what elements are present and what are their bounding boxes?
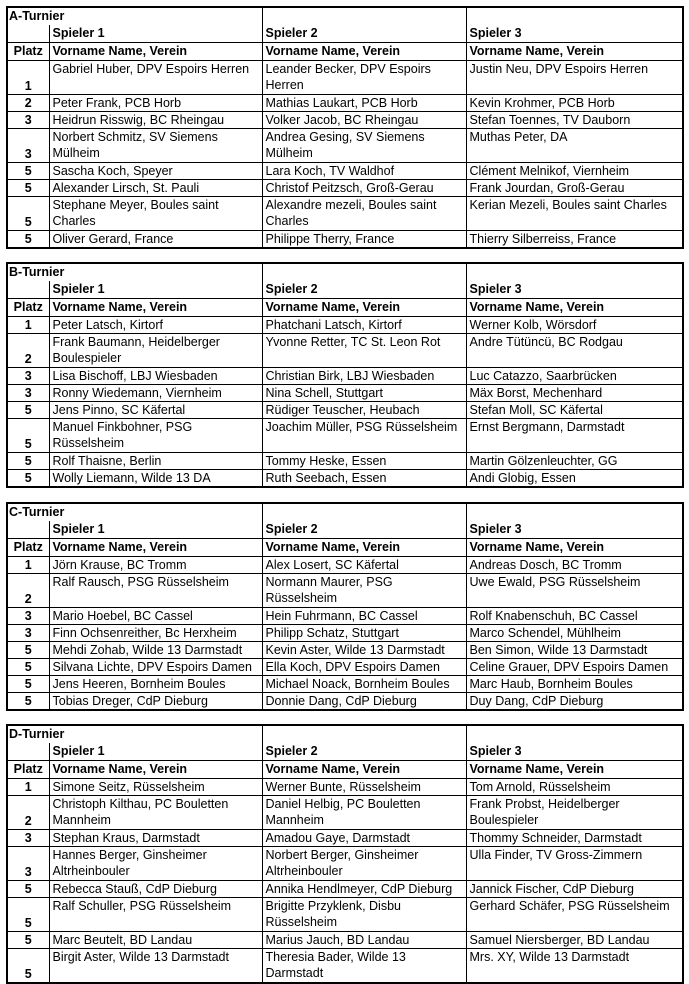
place-cell: 5 [8,693,49,710]
table-row [8,334,682,368]
column-subheader: Vorname Name, Verein [49,299,262,317]
platz-header: Platz [8,761,49,779]
column-subheader: Vorname Name, Verein [49,43,262,61]
player-1-header: Spieler 1 [49,281,262,299]
player-2-cell: Christof Peitzsch, Groß-Gerau [262,180,466,197]
tournament-table-c [6,502,684,711]
table-row [8,419,682,453]
table-row [8,453,682,470]
table-row [8,659,682,676]
player-3-header: Spieler 3 [466,521,682,539]
player-1-cell: Jens Pinno, SC Käfertal [49,402,262,419]
player-3-cell: Andi Globig, Essen [466,470,682,487]
table-row [8,129,682,163]
place-cell: 1 [8,61,49,95]
player-2-header: Spieler 2 [262,743,466,761]
player-3-cell: Duy Dang, CdP Dieburg [466,693,682,710]
place-cell: 5 [8,932,49,949]
column-subheader: Vorname Name, Verein [466,539,682,557]
place-cell: 5 [8,881,49,898]
column-subheader: Vorname Name, Verein [466,43,682,61]
player-1-cell: Ralf Schuller, PSG Rüsselsheim [49,898,262,932]
place-cell: 5 [8,163,49,180]
place-cell: 5 [8,642,49,659]
player-2-cell: Nina Schell, Stuttgart [262,385,466,402]
player-1-cell: Peter Latsch, Kirtorf [49,317,262,334]
player-3-header: Spieler 3 [466,743,682,761]
player-2-cell: Theresia Bader, Wilde 13 Darmstadt [262,949,466,983]
results-table [8,504,682,709]
player-2-cell: Alexandre mezeli, Boules saint Charles [262,197,466,231]
player-2-cell: Michael Noack, Bornheim Boules [262,676,466,693]
player-2-cell: Leander Becker, DPV Espoirs Herren [262,61,466,95]
player-1-cell: Finn Ochsenreither, Bc Herxheim [49,625,262,642]
table-row [8,317,682,334]
platz-header: Platz [8,539,49,557]
player-1-cell: Tobias Dreger, CdP Dieburg [49,693,262,710]
place-cell: 5 [8,659,49,676]
player-2-cell: Marius Jauch, BD Landau [262,932,466,949]
table-row [8,949,682,983]
player-2-cell: Brigitte Przyklenk, Disbu Rüsselsheim [262,898,466,932]
player-1-cell: Marc Beutelt, BD Landau [49,932,262,949]
player-2-cell: Volker Jacob, BC Rheingau [262,112,466,129]
table-row [8,95,682,112]
player-1-cell: Heidrun Risswig, BC Rheingau [49,112,262,129]
player-3-header: Spieler 3 [466,25,682,43]
table-row [8,642,682,659]
player-3-cell: Werner Kolb, Wörsdorf [466,317,682,334]
place-cell: 3 [8,368,49,385]
table-row [8,180,682,197]
player-group-row [8,743,682,761]
player-3-cell: Uwe Ewald, PSG Rüsselsheim [466,574,682,608]
table-row [8,470,682,487]
tournament-title: C-Turnier [9,505,65,519]
player-3-cell: Andreas Dosch, BC Tromm [466,557,682,574]
player-1-cell: Stephane Meyer, Boules saint Charles [49,197,262,231]
player-1-cell: Frank Baumann, Heidelberger Boulespieler [49,334,262,368]
place-cell: 5 [8,231,49,248]
table-row [8,574,682,608]
player-3-cell: Kevin Krohmer, PCB Horb [466,95,682,112]
table-row [8,368,682,385]
column-subheader: Vorname Name, Verein [49,539,262,557]
player-group-row [8,521,682,539]
player-1-header: Spieler 1 [49,743,262,761]
table-row [8,796,682,830]
player-1-cell: Ronny Wiedemann, Viernheim [49,385,262,402]
tournament-title: A-Turnier [9,9,65,23]
player-2-cell: Yvonne Retter, TC St. Leon Rot [262,334,466,368]
player-3-cell: Mrs. XY, Wilde 13 Darmstadt [466,949,682,983]
table-row [8,847,682,881]
table-row [8,625,682,642]
player-2-header: Spieler 2 [262,521,466,539]
player-2-cell: Tommy Heske, Essen [262,453,466,470]
player-1-cell: Sascha Koch, Speyer [49,163,262,180]
place-cell: 5 [8,419,49,453]
player-1-cell: Hannes Berger, Ginsheimer Altrheinbouler [49,847,262,881]
player-3-cell: Kerian Mezeli, Boules saint Charles [466,197,682,231]
table-row [8,61,682,95]
column-subheader: Vorname Name, Verein [262,761,466,779]
player-1-cell: Mehdi Zohab, Wilde 13 Darmstadt [49,642,262,659]
table-row [8,898,682,932]
player-3-cell: Tom Arnold, Rüsselsheim [466,779,682,796]
table-row [8,385,682,402]
player-3-cell: Jannick Fischer, CdP Dieburg [466,881,682,898]
player-group-row [8,281,682,299]
results-table [8,8,682,247]
player-2-header: Spieler 2 [262,281,466,299]
player-3-cell: Ernst Bergmann, Darmstadt [466,419,682,453]
column-header-row [8,761,682,779]
player-3-cell: Marco Schendel, Mühlheim [466,625,682,642]
player-3-cell: Stefan Moll, SC Käfertal [466,402,682,419]
player-1-cell: Rolf Thaisne, Berlin [49,453,262,470]
player-1-header: Spieler 1 [49,521,262,539]
place-cell: 1 [8,557,49,574]
title-row [8,504,682,521]
table-row [8,557,682,574]
player-1-cell: Jörn Krause, BC Tromm [49,557,262,574]
player-3-cell: Stefan Toennes, TV Dauborn [466,112,682,129]
table-row [8,932,682,949]
tournament-title: B-Turnier [9,265,65,279]
player-1-cell: Silvana Lichte, DPV Espoirs Damen [49,659,262,676]
place-cell: 2 [8,334,49,368]
table-row [8,693,682,710]
player-2-cell: Christian Birk, LBJ Wiesbaden [262,368,466,385]
table-row [8,163,682,180]
player-2-cell: Kevin Aster, Wilde 13 Darmstadt [262,642,466,659]
player-2-cell: Rüdiger Teuscher, Heubach [262,402,466,419]
place-cell: 2 [8,574,49,608]
column-header-row [8,299,682,317]
title-row [8,726,682,743]
player-1-cell: Mario Hoebel, BC Cassel [49,608,262,625]
player-3-cell: Muthas Peter, DA [466,129,682,163]
player-3-cell: Ben Simon, Wilde 13 Darmstadt [466,642,682,659]
place-cell: 5 [8,676,49,693]
player-2-cell: Hein Fuhrmann, BC Cassel [262,608,466,625]
player-1-cell: Peter Frank, PCB Horb [49,95,262,112]
tournament-table-d [6,724,684,984]
player-3-cell: Celine Grauer, DPV Espoirs Damen [466,659,682,676]
title-row [8,264,682,281]
table-row [8,881,682,898]
place-cell: 2 [8,796,49,830]
player-1-cell: Rebecca Stauß, CdP Dieburg [49,881,262,898]
player-3-cell: Rolf Knabenschuh, BC Cassel [466,608,682,625]
place-cell: 5 [8,402,49,419]
player-2-cell: Ella Koch, DPV Espoirs Damen [262,659,466,676]
results-table [8,264,682,486]
column-subheader: Vorname Name, Verein [466,761,682,779]
place-cell: 5 [8,949,49,983]
column-header-row [8,43,682,61]
tournament-table-a [6,6,684,249]
column-subheader: Vorname Name, Verein [466,299,682,317]
table-row [8,676,682,693]
player-2-cell: Philippe Therry, France [262,231,466,248]
player-2-cell: Phatchani Latsch, Kirtorf [262,317,466,334]
place-cell: 3 [8,608,49,625]
player-2-cell: Daniel Helbig, PC Bouletten Mannheim [262,796,466,830]
title-row [8,8,682,25]
table-row [8,402,682,419]
table-row [8,779,682,796]
player-2-cell: Mathias Laukart, PCB Horb [262,95,466,112]
player-1-cell: Wolly Liemann, Wilde 13 DA [49,470,262,487]
player-2-cell: Annika Hendlmeyer, CdP Dieburg [262,881,466,898]
tournament-table-b [6,262,684,488]
player-3-cell: Thierry Silberreiss, France [466,231,682,248]
player-2-cell: Norbert Berger, Ginsheimer Altrheinbouler [262,847,466,881]
player-1-cell: Alexander Lirsch, St. Pauli [49,180,262,197]
column-subheader: Vorname Name, Verein [262,43,466,61]
player-3-cell: Justin Neu, DPV Espoirs Herren [466,61,682,95]
place-cell: 3 [8,112,49,129]
place-cell: 5 [8,470,49,487]
player-3-cell: Samuel Niersberger, BD Landau [466,932,682,949]
place-cell: 1 [8,779,49,796]
player-3-cell: Ulla Finder, TV Gross-Zimmern [466,847,682,881]
player-1-cell: Lisa Bischoff, LBJ Wiesbaden [49,368,262,385]
place-cell: 3 [8,830,49,847]
place-cell: 3 [8,385,49,402]
table-row [8,231,682,248]
player-3-cell: Andre Tütüncü, BC Rodgau [466,334,682,368]
place-cell: 3 [8,625,49,642]
place-cell: 5 [8,453,49,470]
player-3-cell: Mäx Borst, Mechenhard [466,385,682,402]
place-cell: 5 [8,898,49,932]
tournament-title: D-Turnier [9,727,65,741]
player-1-cell: Birgit Aster, Wilde 13 Darmstadt [49,949,262,983]
player-2-header: Spieler 2 [262,25,466,43]
player-2-cell: Lara Koch, TV Waldhof [262,163,466,180]
platz-header: Platz [8,43,49,61]
place-cell: 5 [8,197,49,231]
place-cell: 3 [8,847,49,881]
column-subheader: Vorname Name, Verein [49,761,262,779]
player-group-row [8,25,682,43]
player-1-cell: Oliver Gerard, France [49,231,262,248]
player-2-cell: Alex Losert, SC Käfertal [262,557,466,574]
column-subheader: Vorname Name, Verein [262,299,466,317]
player-2-cell: Werner Bunte, Rüsselsheim [262,779,466,796]
column-header-row [8,539,682,557]
player-1-cell: Ralf Rausch, PSG Rüsselsheim [49,574,262,608]
player-3-cell: Frank Jourdan, Groß-Gerau [466,180,682,197]
player-3-header: Spieler 3 [466,281,682,299]
table-row [8,112,682,129]
player-2-cell: Amadou Gaye, Darmstadt [262,830,466,847]
player-2-cell: Joachim Müller, PSG Rüsselsheim [262,419,466,453]
player-1-cell: Stephan Kraus, Darmstadt [49,830,262,847]
player-1-cell: Manuel Finkbohner, PSG Rüsselsheim [49,419,262,453]
player-2-cell: Andrea Gesing, SV Siemens Mülheim [262,129,466,163]
platz-header: Platz [8,299,49,317]
player-3-cell: Frank Probst, Heidelberger Boulespieler [466,796,682,830]
results-table [8,726,682,982]
player-1-cell: Christoph Kilthau, PC Bouletten Mannheim [49,796,262,830]
player-3-cell: Clément Melnikof, Viernheim [466,163,682,180]
player-3-cell: Gerhard Schäfer, PSG Rüsselsheim [466,898,682,932]
player-2-cell: Donnie Dang, CdP Dieburg [262,693,466,710]
player-3-cell: Marc Haub, Bornheim Boules [466,676,682,693]
table-row [8,197,682,231]
place-cell: 3 [8,129,49,163]
table-row [8,608,682,625]
player-1-cell: Jens Heeren, Bornheim Boules [49,676,262,693]
place-cell: 5 [8,180,49,197]
player-3-cell: Thommy Schneider, Darmstadt [466,830,682,847]
column-subheader: Vorname Name, Verein [262,539,466,557]
place-cell: 1 [8,317,49,334]
player-3-cell: Luc Catazzo, Saarbrücken [466,368,682,385]
place-cell: 2 [8,95,49,112]
player-1-cell: Norbert Schmitz, SV Siemens Mülheim [49,129,262,163]
player-2-cell: Normann Maurer, PSG Rüsselsheim [262,574,466,608]
player-1-header: Spieler 1 [49,25,262,43]
player-2-cell: Ruth Seebach, Essen [262,470,466,487]
table-row [8,830,682,847]
player-1-cell: Simone Seitz, Rüsselsheim [49,779,262,796]
player-2-cell: Philipp Schatz, Stuttgart [262,625,466,642]
player-3-cell: Martin Gölzenleuchter, GG [466,453,682,470]
player-1-cell: Gabriel Huber, DPV Espoirs Herren [49,61,262,95]
